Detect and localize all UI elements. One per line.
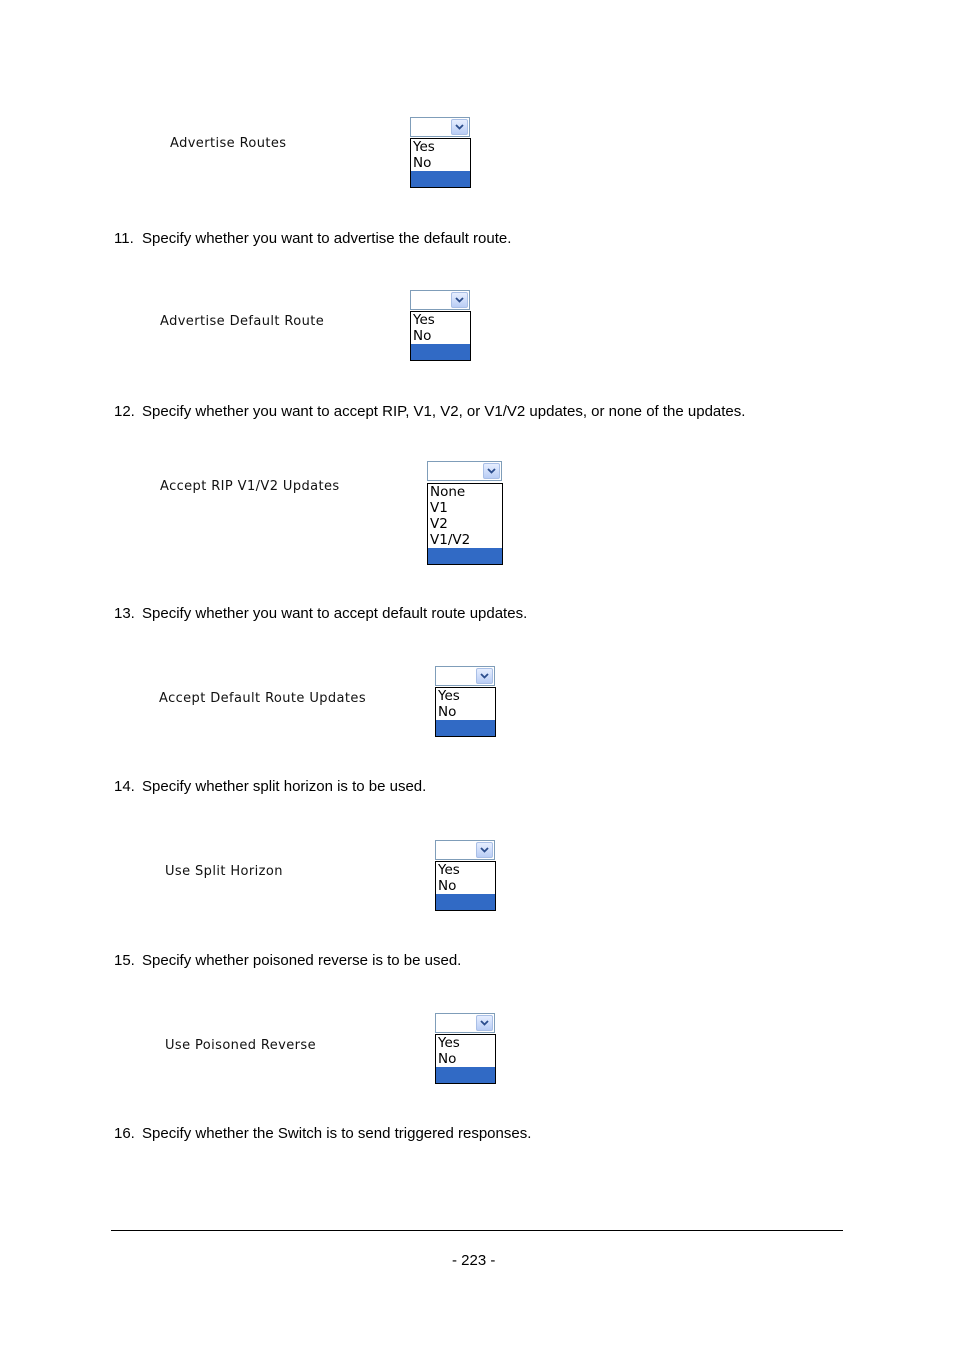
accept-rip-updates-label: Accept RIP V1/V2 Updates [160,479,340,494]
dropdown-option-v2[interactable]: V2 [430,516,448,532]
dropdown-button[interactable] [476,668,493,684]
dropdown-option-selected[interactable] [436,1067,495,1083]
dropdown-option-no[interactable]: No [413,155,432,171]
chevron-down-icon [480,1020,489,1026]
dropdown-button[interactable] [476,842,493,858]
step-14 [114,778,426,795]
step-number: 13. [114,605,135,622]
dropdown-option-selected[interactable] [428,548,502,564]
step-11 [114,230,511,247]
use-split-horizon-label: Use Split Horizon [165,864,283,879]
dropdown-option-v1[interactable]: V1 [430,500,448,516]
dropdown-header[interactable] [435,840,495,860]
step-number: 11. [114,230,134,247]
dropdown-option-yes[interactable]: Yes [413,312,435,328]
chevron-down-icon [455,297,464,303]
dropdown-button[interactable] [476,1015,493,1031]
chevron-down-icon [487,468,496,474]
dropdown-option-no[interactable]: No [413,328,432,344]
step-text: Specify whether the Switch is to send triggered responses. [142,1125,532,1142]
dropdown-list [435,1034,496,1084]
step-16 [114,1125,531,1142]
dropdown-button[interactable] [483,463,500,479]
dropdown-header[interactable] [435,1013,495,1033]
advertise-default-route-label: Advertise Default Route [160,314,325,329]
dropdown-button[interactable] [451,119,468,135]
dropdown-option-yes[interactable]: Yes [438,688,460,704]
dropdown-option-yes[interactable]: Yes [438,862,460,878]
step-number: 14. [114,778,135,795]
chevron-down-icon [480,673,489,679]
dropdown-option-v1-v2[interactable]: V1/V2 [430,532,471,548]
chevron-down-icon [480,847,489,853]
advertise-routes-label: Advertise Routes [170,136,287,151]
dropdown-list [435,687,496,737]
dropdown-header[interactable] [410,290,470,310]
dropdown-option-yes[interactable]: Yes [438,1035,460,1051]
accept-default-route-updates-label: Accept Default Route Updates [159,691,366,706]
dropdown-option-none[interactable]: None [430,484,466,500]
step-text: Specify whether you want to advertise the default route. [142,230,512,247]
step-text: Specify whether you want to accept default route updates. [142,605,528,622]
step-text: Specify whether split horizon is to be used. [142,778,427,795]
step-number: 12. [114,403,135,420]
dropdown-option-selected[interactable] [411,171,470,187]
footer-divider [111,1230,843,1231]
page-number: - 223 - [452,1252,496,1269]
dropdown-list [435,861,496,911]
step-number: 15. [114,952,135,969]
step-13 [114,605,527,622]
step-12 [114,403,745,420]
dropdown-list [427,483,503,565]
dropdown-option-selected[interactable] [436,720,495,736]
dropdown-list [410,138,471,188]
dropdown-header[interactable] [427,461,502,481]
chevron-down-icon [455,124,464,130]
dropdown-option-yes[interactable]: Yes [413,139,435,155]
dropdown-list [410,311,471,361]
step-text: Specify whether you want to accept RIP, V1, V2, or V1/V2 updates, or none of the updates. [142,403,746,420]
dropdown-option-no[interactable]: No [438,878,457,894]
step-text: Specify whether poisoned reverse is to be used. [142,952,462,969]
step-15 [114,952,461,969]
dropdown-option-selected[interactable] [436,894,495,910]
use-poisoned-reverse-label: Use Poisoned Reverse [165,1038,316,1053]
dropdown-button[interactable] [451,292,468,308]
dropdown-option-selected[interactable] [411,344,470,360]
dropdown-option-no[interactable]: No [438,704,457,720]
step-number: 16. [114,1125,135,1142]
dropdown-header[interactable] [410,117,470,137]
dropdown-header[interactable] [435,666,495,686]
dropdown-option-no[interactable]: No [438,1051,457,1067]
